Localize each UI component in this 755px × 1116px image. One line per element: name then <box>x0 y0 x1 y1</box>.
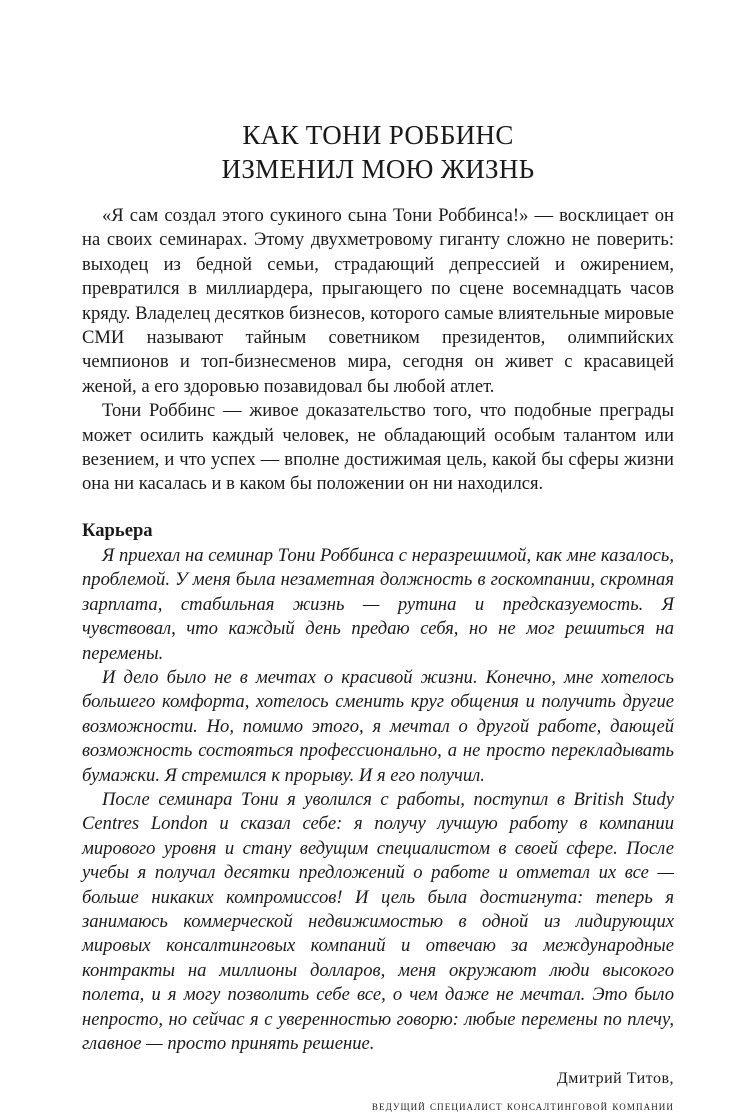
signature-author: Дмитрий Титов, <box>556 1070 674 1088</box>
testimonial-paragraph-1: Я приехал на семинар Тони Роббинса с неразрешимой, как мне казалось, проблемой. У меня была незаметная должность в госкомпании, скромная зарплата, стабильная жизнь — рутина и предсказуемость. Я чувствовал, что каждый день предаю себя, но не мог решиться на перемены. <box>82 544 674 664</box>
intro-paragraph-1: «Я сам создал этого сукиного сына Тони Роббинса!» — восклицает он на своих семинарах. Этому двухметровому гиганту сложно не поверить: выходец из бедной семьи, страдающий депрессией и ожирением, превратился в миллиардера, прыгающего по сцене восемнадцать часов кряду. Владелец десятков бизнесов, которого самые влиятельные мировые СМИ называют тайным советником президентов, олимпийских чемпионов и топ-бизнесменов мира, сегодня он живет с красавицей женой, а его здоровью позавидовал бы любой атлет. <box>82 205 674 397</box>
signature-position: ведущий специалист консалтинговой компании <box>371 1099 674 1114</box>
intro-paragraph-2: Тони Роббинс — живое доказательство того, что подобные преграды может осилить каждый человек, не обладающий особым талантом или везением, и что успех — вполне достижимая цель, какой бы сферы жизни она ни касалась и в каком бы положении он ни находился. <box>82 400 674 495</box>
page <box>82 118 674 1116</box>
title-line-2: ИЗМЕНИЛ МОЮ ЖИЗНЬ <box>221 154 535 184</box>
title-line-1: КАК ТОНИ РОББИНС <box>242 120 514 150</box>
page-title <box>82 118 674 186</box>
testimonial-paragraph-2: И дело было не в мечтах о красивой жизни. Конечно, мне хотелось большего комфорта, хотелось сменить круг общения и получить другие возможности. Но, помимо этого, я мечтал о другой работе, дающей возможность состояться профессионально, а не просто перекладывать бумажки. Я стремился к прорыву. И я его получил. <box>82 666 674 786</box>
section-heading: Карьера <box>82 519 153 541</box>
testimonial-paragraph-3: После семинара Тони я уволился с работы, поступил в British Study Centres London и сказал себе: я получу лучшую работу в компании мирового уровня и стану ведущим специалистом в своей сфере. После учебы я получал десятки предложений о работе и отметал их все — больше никаких компромиссов! И цель была достигнута: теперь я занимаюсь коммерческой недвижимостью в одной из лидирующих мировых консалтинговых компаний и отвечаю за международные контракты на миллионы долларов, меня окружают люди высокого полета, и я могу позволить себе все, о чем даже не мечтал. Это было непросто, но сейчас я с уверенностью говорю: любые перемены по плечу, главное — просто принять решение. <box>82 788 674 1054</box>
